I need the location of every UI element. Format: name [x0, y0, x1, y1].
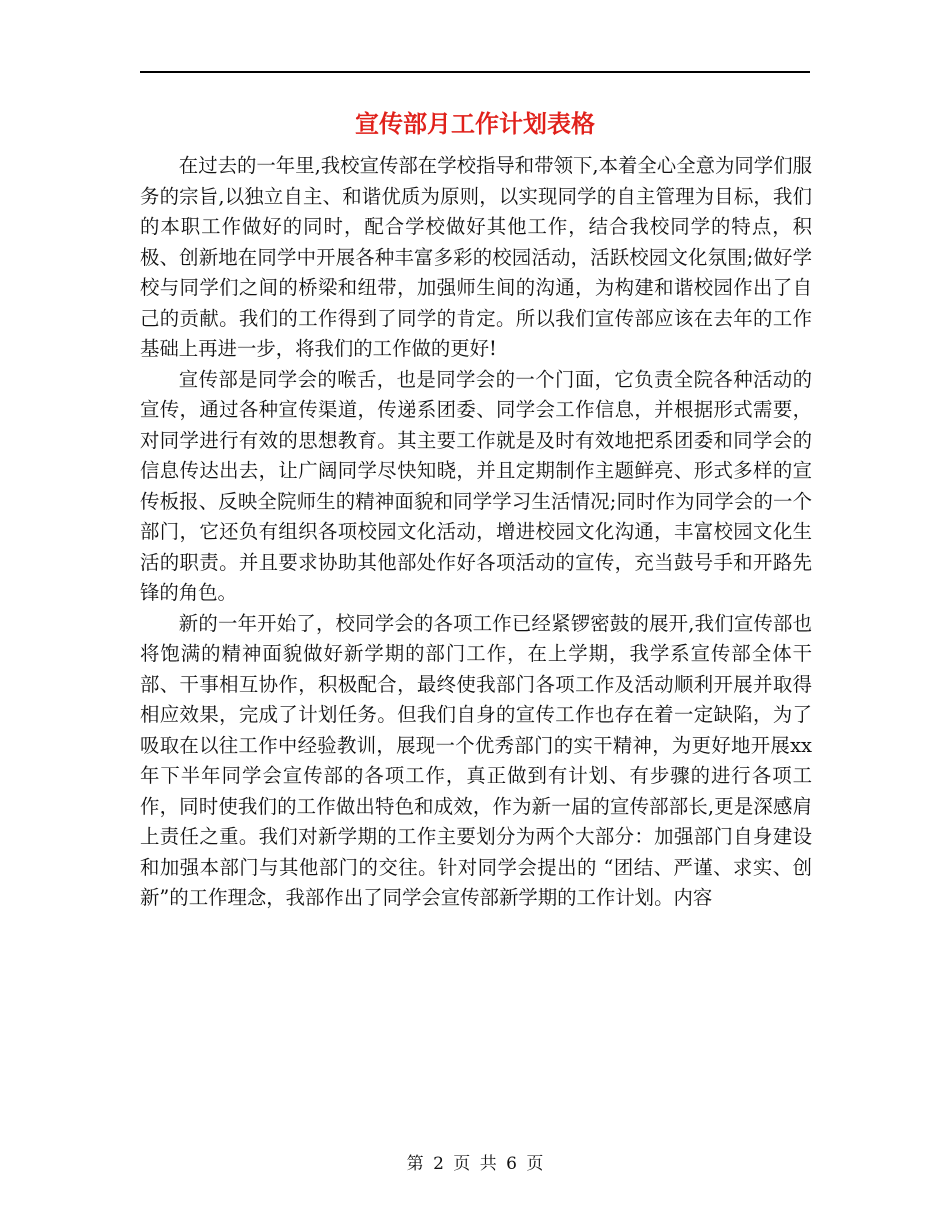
page-number-footer: 第 2 页 共 6 页	[406, 1154, 544, 1174]
body-paragraph: 宣传部是同学会的喉舌，也是同学会的一个门面，它负责全院各种活动的宣传，通过各种宣传渠道，传递系团委、同学会工作信息，并根据形式需要，对同学进行有效的思想教育。其主要工作就是及时有效地把系团委和同学会的信息传达出去，让广阔同学尽快知晓，并且定期制作主题鲜亮、形式多样的宣传板报、反映全院师生的精神面貌和同学学习生活情况;同时作为同学会的一个部门，它还负有组织各项校园文化活动，增进校园文化沟通，丰富校园文化生活的职责。并且要求协助其他部处作好各项活动的宣传，充当鼓号手和开路先锋的角色。	[140, 367, 812, 604]
header-rule	[140, 71, 810, 73]
document-title: 宣传部月工作计划表格	[355, 109, 595, 138]
body-paragraph: 新的一年开始了，校同学会的各项工作已经紧锣密鼓的展开,我们宣传部也将饱满的精神面貌做好新学期的部门工作，在上学期，我学系宣传部全体干部、干事相互协作，积极配合，最终使我部门各项工作及活动顺利开展并取得相应效果，完成了计划任务。但我们自身的宣传工作也存在着一定缺陷，为了吸取在以往工作中经验教训，展现一个优秀部门的实干精神，为更好地开展xx年下半年同学会宣传部的各项工作，真正做到有计划、有步骤的进行各项工作，同时使我们的工作做出特色和成效，作为新一届的宣传部部长,更是深感肩上责任之重。我们对新学期的工作主要划分为两个大部分：加强部门自身建设和加强本部门与其他部门的交往。针对同学会提出的 “团结、严谨、求实、创新”的工作理念，我部作出了同学会宣传部新学期的工作计划。内容	[140, 611, 812, 909]
document-body	[140, 151, 812, 914]
body-paragraph: 在过去的一年里,我校宣传部在学校指导和带领下,本着全心全意为同学们服务的宗旨,以独立自主、和谐优质为原则，以实现同学的自主管理为目标，我们的本职工作做好的同时，配合学校做好其他工作，结合我校同学的特点，积极、创新地在同学中开展各种丰富多彩的校园活动，活跃校园文化氛围;做好学校与同学们之间的桥梁和纽带，加强师生间的沟通，为构建和谐校园作出了自己的贡献。我们的工作得到了同学的肯定。所以我们宣传部应该在去年的工作基础上再进一步，将我们的工作做的更好!	[140, 154, 812, 360]
